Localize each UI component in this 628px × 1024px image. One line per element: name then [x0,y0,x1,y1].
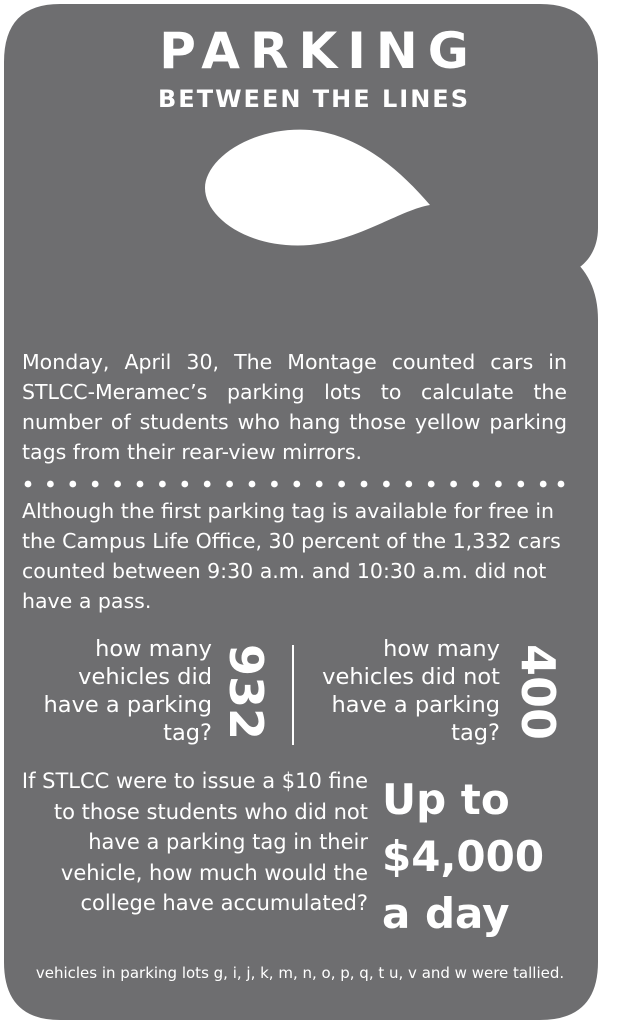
fine-question: If STLCC were to issue a $10 fine to those students who did not have a parking tag in their vehicle, how much would the college have accumulated? [21,769,368,915]
page-title: PARKING [159,22,479,80]
stat-question-without-tag: how many vehicles did not have a parking tag? [322,636,500,746]
fine-answer-line-3: a day [382,889,510,938]
stat-value-with-tag: 932 [219,643,273,741]
footnote: vehicles in parking lots g, i, j, k, m, n, o, p, q, t u, v and w were tallied. [35,964,565,982]
detail-paragraph: Although the first parking tag is available for free in the Campus Life Office, 30 percent of the 1,332 cars counted between 9:30 a.m. and 10:30 a.m. did not have a pass. [22,499,561,613]
stat-question-with-tag: how many vehicles did have a parking tag? [43,636,212,746]
fine-answer-line-1: Up to [382,775,510,824]
page-subtitle: BETWEEN THE LINES [158,85,470,113]
intro-paragraph: Monday, April 30, The Montage counted cars in STLCC-Meramec’s parking lots to calculate the number of students who hang those yellow parking tags from their rear-view mirrors. [22,350,567,464]
fine-answer-amount: $4,000 [382,832,545,881]
stat-value-without-tag: 400 [511,643,565,741]
dotted-divider [22,478,567,490]
stat-divider [292,645,294,745]
